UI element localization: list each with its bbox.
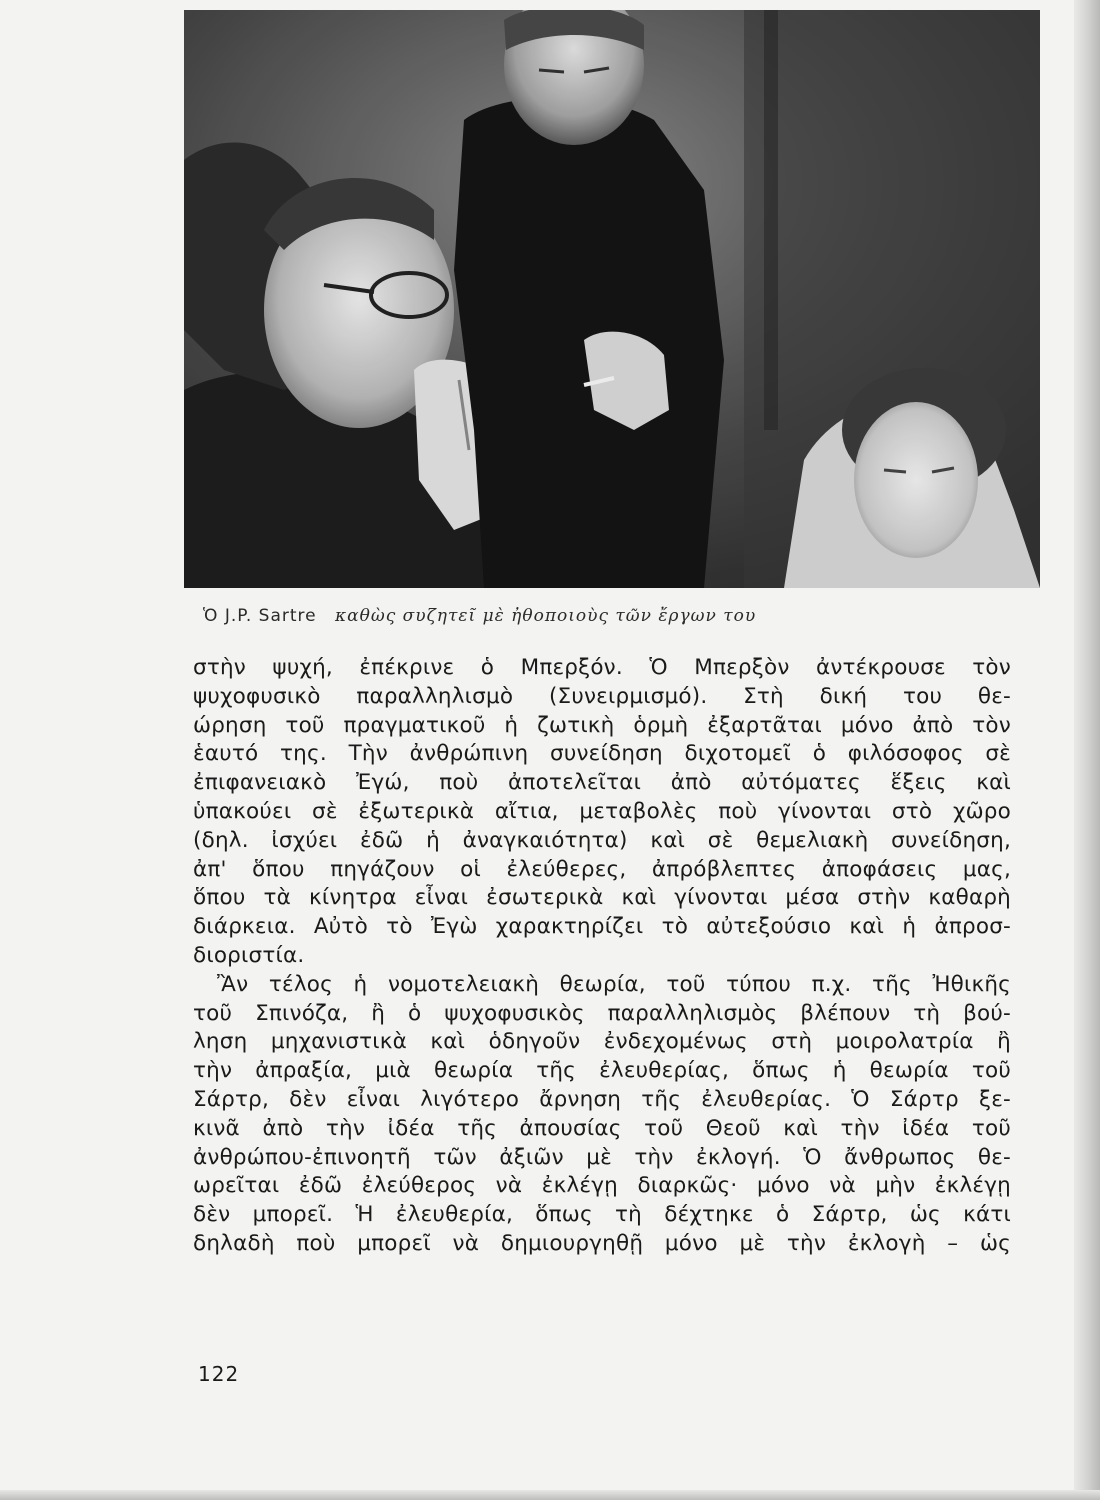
page-edge-shadow — [1074, 0, 1100, 1500]
caption-description: καθὼς συζητεῖ μὲ ἠθοποιοὺς τῶν ἔργων του — [335, 606, 757, 626]
text-line: Ἂν τέλος ἡ νομοτελειακὴ θεωρία, τοῦ τύπου π.χ. τῆς Ἠθικῆς — [217, 971, 1011, 997]
text-line: ψυχοφυσικὸ παραλληλισμὸ (Συνειρμισμό). Στὴ δική του θε- — [193, 683, 1011, 709]
page-number: 122 — [198, 1362, 240, 1386]
text-line: ἐπιφανειακὸ Ἐγώ, ποὺ ἀποτελεῖται ἀπὸ αὐτόματες ἕξεις καὶ — [193, 770, 1011, 796]
page-bottom-edge — [0, 1490, 1100, 1500]
text-line: ώρηση τοῦ πραγματικοῦ ἡ ζωτικὴ ὁρμὴ ἐξαρτᾶται μόνο ἀπὸ τὸν — [193, 712, 1011, 738]
text-line: διάρκεια. Αὐτὸ τὸ Ἐγὼ χαρακτηρίζει τὸ αὐτεξούσιο καὶ ἡ ἀπροσ- — [193, 914, 1011, 940]
photo-caption — [203, 606, 1003, 626]
text-line: κινᾶ ἀπὸ τὴν ἰδέα τῆς ἀπουσίας τοῦ Θεοῦ καὶ τὴν ἰδέα τοῦ — [193, 1115, 1011, 1141]
text-line: ἀπ' ὅπου πηγάζουν οἱ ἐλεύθερες, ἀπρόβλεπτες ἀποφάσεις μας, — [193, 856, 1011, 882]
text-line: δηλαδὴ ποὺ μπορεῖ νὰ δημιουργηθῇ μόνο μὲ τὴν ἐκλογὴ – ὡς — [193, 1230, 1011, 1256]
text-line: δὲν μπορεῖ. Ἡ ἐλευθερία, ὅπως τὴ δέχτηκε ὁ Σάρτρ, ὡς κάτι — [193, 1202, 1011, 1228]
paragraph-2 — [193, 971, 1011, 1259]
body-text — [193, 654, 1011, 1259]
text-line: Σάρτρ, δὲν εἶναι λιγότερο ἄρνηση τῆς ἐλευθερίας. Ὁ Σάρτρ ξε- — [193, 1086, 1011, 1112]
text-line: διοριστία. — [193, 942, 305, 968]
text-line: ὑπακούει σὲ ἐξωτερικὰ αἴτια, μεταβολὲς ποὺ γίνονται στὸ χῶρο — [193, 798, 1011, 824]
text-line: τοῦ Σπινόζα, ἢ ὁ ψυχοφυσικὸς παραλληλισμὸς βλέπουν τὴ βού- — [193, 1000, 1011, 1026]
text-line: ληση μηχανιστικὰ καὶ ὁδηγοῦν ἐνδεχομένως στὴ μοιρολατρία ἢ — [193, 1029, 1011, 1055]
text-line: (δηλ. ἰσχύει ἐδῶ ἡ ἀναγκαιότητα) καὶ σὲ θεμελιακὴ συνείδηση, — [193, 827, 1011, 853]
caption-name: Ὁ J.P. Sartre — [203, 606, 317, 626]
text-line: τὴν ἀπραξία, μιὰ θεωρία τῆς ἐλευθερίας, ὅπως ἡ θεωρία τοῦ — [193, 1058, 1011, 1084]
text-line: ἀνθρώπου-ἐπινοητῆ τῶν ἀξιῶν μὲ τὴν ἐκλογή. Ὁ ἄνθρωπος θε- — [193, 1144, 1011, 1170]
text-line: ἑαυτό της. Τὴν ἀνθρώπινη συνείδηση διχοτομεῖ ὁ φιλόσοφος σὲ — [193, 741, 1011, 767]
paragraph-1 — [193, 654, 1011, 971]
text-line: στὴν ψυχή, ἐπέκρινε ὁ Μπερξόν. Ὁ Μπερξὸν ἀντέκρουσε τὸν — [193, 655, 1011, 680]
text-line: ωρεῖται ἐδῶ ἐλεύθερος νὰ ἐκλέγῃ διαρκῶς· μόνο νὰ μὴν ἐκλέγῃ — [193, 1173, 1011, 1199]
photograph — [184, 10, 1040, 588]
text-line: ὅπου τὰ κίνητρα εἶναι ἐσωτερικὰ καὶ γίνονται μέσα στὴν καθαρὴ — [193, 885, 1011, 911]
